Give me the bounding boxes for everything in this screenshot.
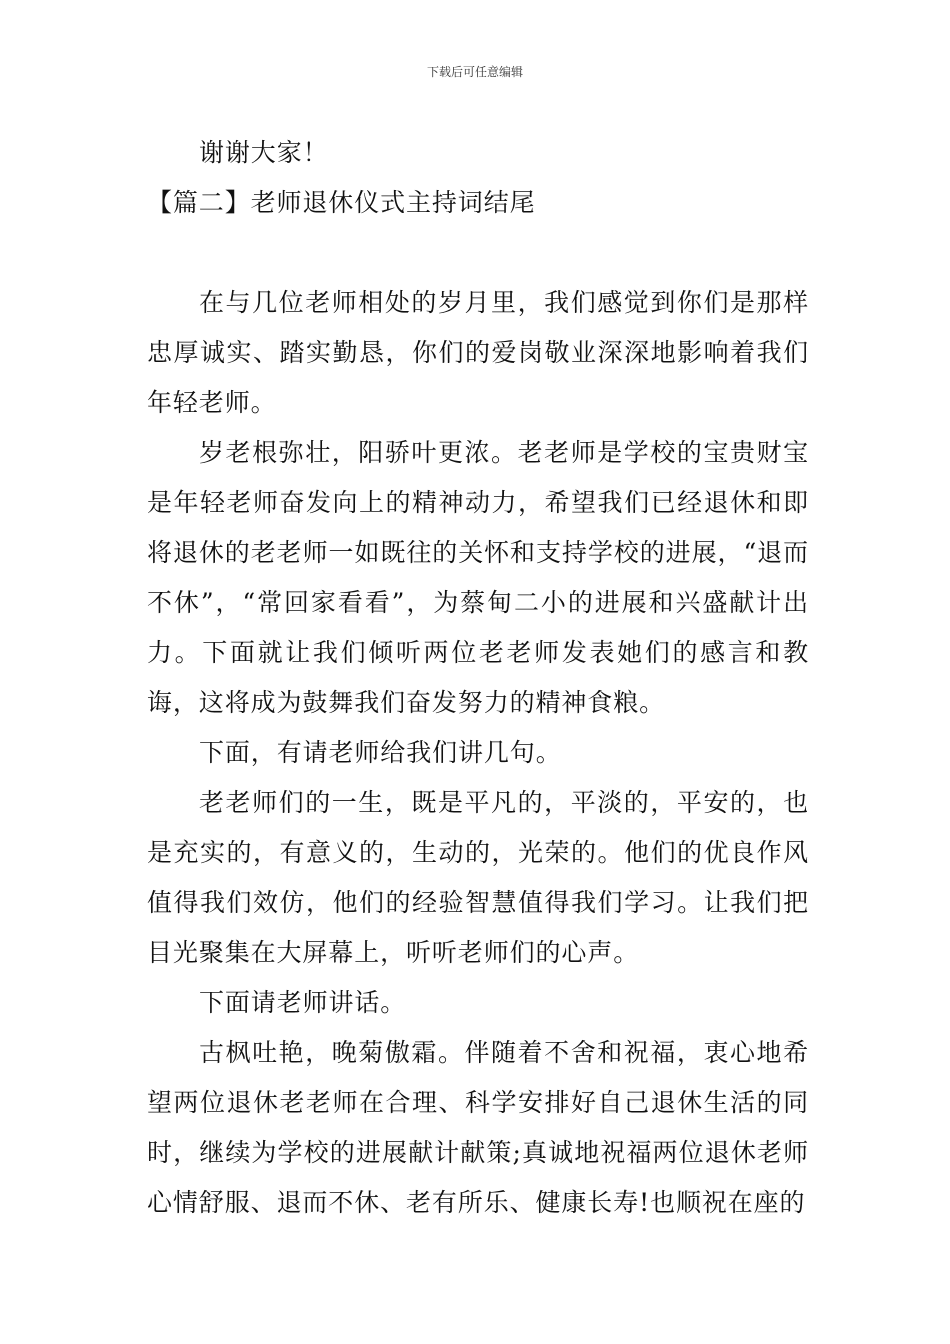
paragraph: 古枫吐艳，晚菊傲霜。伴随着不舍和祝福，衷心地希望两位退休老老师在合理、科学安排好自己退休生活的同时，继续为学校的进展献计献策;真诚地祝福两位退休老师心情舒服、退而不休、老有所乐、健康长寿!也顺祝在座的 bbox=[147, 1038, 809, 1217]
closing-thanks: 谢谢大家！ bbox=[199, 138, 329, 167]
paragraph: 老老师们的一生，既是平凡的，平淡的，平安的，也是充实的，有意义的，生动的，光荣的。他们的优良作风值得我们效仿，他们的经验智慧值得我们学习。让我们把目光聚集在大屏幕上，听听老师们的心声。 bbox=[147, 788, 809, 967]
paragraph: 在与几位老师相处的岁月里，我们感觉到你们是那样忠厚诚实、踏实勤恳，你们的爱岗敬业深深地影响着我们年轻老师。 bbox=[147, 288, 809, 417]
paragraph: 岁老根弥壮，阳骄叶更浓。老老师是学校的宝贵财宝是年轻老师奋发向上的精神动力，希望我们已经退休和即将退休的老老师一如既往的关怀和支持学校的进展，“退而不休”，“常回家看看”，为蔡甸二小的进展和兴盛献计出力。下面就让我们倾听两位老老师发表她们的感言和教诲，这将成为鼓舞我们奋发努力的精神食粮。 bbox=[147, 438, 809, 717]
paragraph: 下面请老师讲话。 bbox=[199, 988, 407, 1017]
section-heading: 【篇二】老师退休仪式主持词结尾 bbox=[147, 188, 536, 217]
document-body bbox=[147, 128, 809, 1228]
paragraph: 下面，有请老师给我们讲几句。 bbox=[199, 738, 562, 767]
page-header-note: 下载后可任意编辑 bbox=[426, 65, 523, 79]
